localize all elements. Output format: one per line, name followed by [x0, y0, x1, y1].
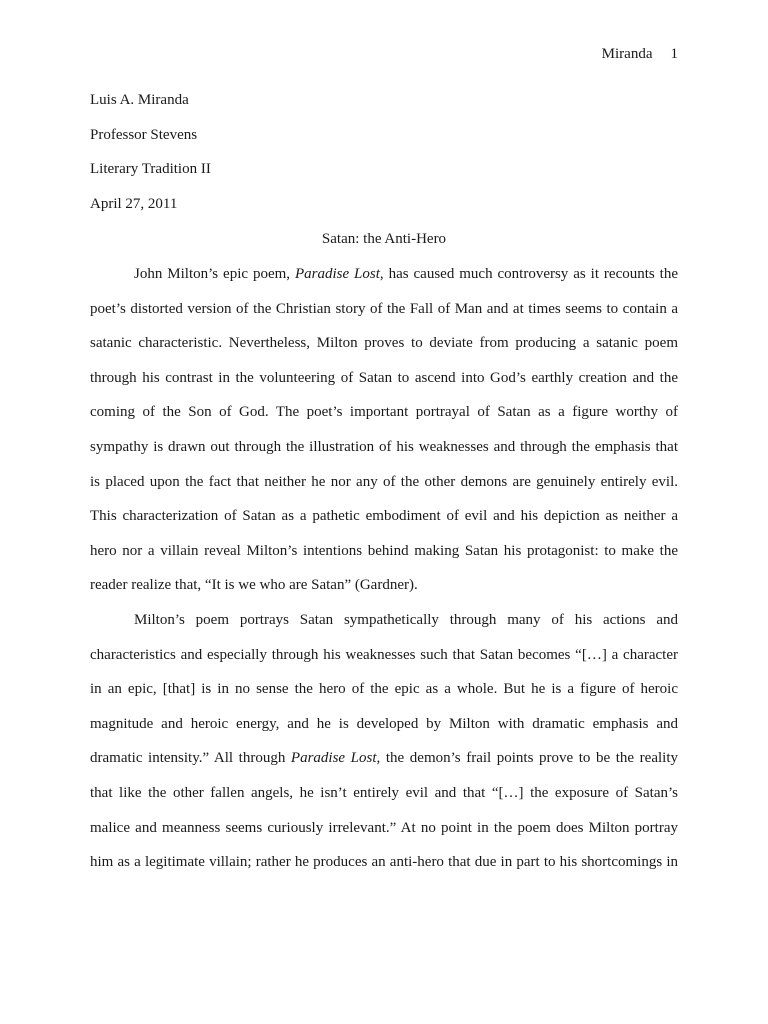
paragraph-line: hero nor a villain reveal Milton’s intentions behind making Satan his protagonist: to make the — [90, 542, 678, 559]
paragraph-1 — [90, 264, 678, 610]
running-header — [602, 44, 678, 64]
page-number: 1 — [670, 46, 678, 62]
paragraph-line: in an epic, [that] is in no sense the hero of the epic as a whole. But he is a figure of heroic — [90, 681, 678, 698]
paragraph-line: is placed upon the fact that neither he nor any of the other demons are genuinely entirely evil. — [90, 473, 678, 490]
paragraph-line — [90, 264, 678, 299]
paragraph-line — [90, 748, 678, 783]
paragraph-line: characteristics and especially through his weaknesses such that Satan becomes “[…] a character — [90, 646, 678, 663]
header-author-last-name: Miranda — [601, 46, 653, 62]
paragraph-line: reader realize that, “It is we who are Satan” (Gardner). — [90, 577, 418, 594]
paragraph-2 — [90, 610, 678, 887]
text-run: , has caused much controversy as it recounts the — [379, 266, 678, 282]
student-name: Luis A. Miranda — [90, 92, 189, 108]
paragraph-line: satanic characteristic. Nevertheless, Milton proves to deviate from producing a satanic poem — [90, 335, 678, 352]
essay-date: April 27, 2011 — [90, 195, 178, 212]
book-title-italic: Paradise Lost — [294, 266, 380, 282]
essay-body — [90, 264, 678, 887]
text-run: , the demon’s frail points prove to be the reality — [376, 750, 678, 767]
professor-name: Professor Stevens — [90, 126, 198, 143]
paragraph-line: sympathy is drawn out through the illustration of his weaknesses and through the emphasis that — [90, 438, 678, 455]
essay-title: Satan: the Anti-Hero — [321, 231, 447, 247]
paragraph-line: through his contrast in the volunteering of Satan to ascend into God’s earthly creation and the — [90, 369, 678, 386]
paragraph-line: This characterization of Satan as a pathetic embodiment of evil and his depiction as neither a — [90, 508, 678, 525]
paragraph-line: that like the other fallen angels, he isn’t entirely evil and that “[…] the exposure of Satan’s — [90, 784, 678, 801]
course-name: Literary Tradition II — [90, 161, 211, 178]
text-run: dramatic intensity.” All through — [90, 750, 291, 767]
paragraph-line: malice and meanness seems curiously irrelevant.” At no point in the poem does Milton portray — [90, 819, 678, 836]
paragraph-line: magnitude and heroic energy, and he is developed by Milton with dramatic emphasis and — [90, 715, 678, 732]
book-title-italic: Paradise Lost — [290, 750, 377, 767]
text-run: John Milton’s epic poem, — [134, 266, 295, 282]
paragraph-line: him as a legitimate villain; rather he produces an anti-hero that due in part to his shortcomings in — [90, 854, 678, 871]
paragraph-line: poet’s distorted version of the Christian story of the Fall of Man and at times seems to contain a — [90, 300, 678, 317]
paragraph-line: coming of the Son of God. The poet’s important portrayal of Satan as a figure worthy of — [90, 404, 678, 421]
mla-heading — [90, 90, 211, 228]
paragraph-line: Milton’s poem portrays Satan sympathetically through many of his actions and — [134, 611, 678, 628]
